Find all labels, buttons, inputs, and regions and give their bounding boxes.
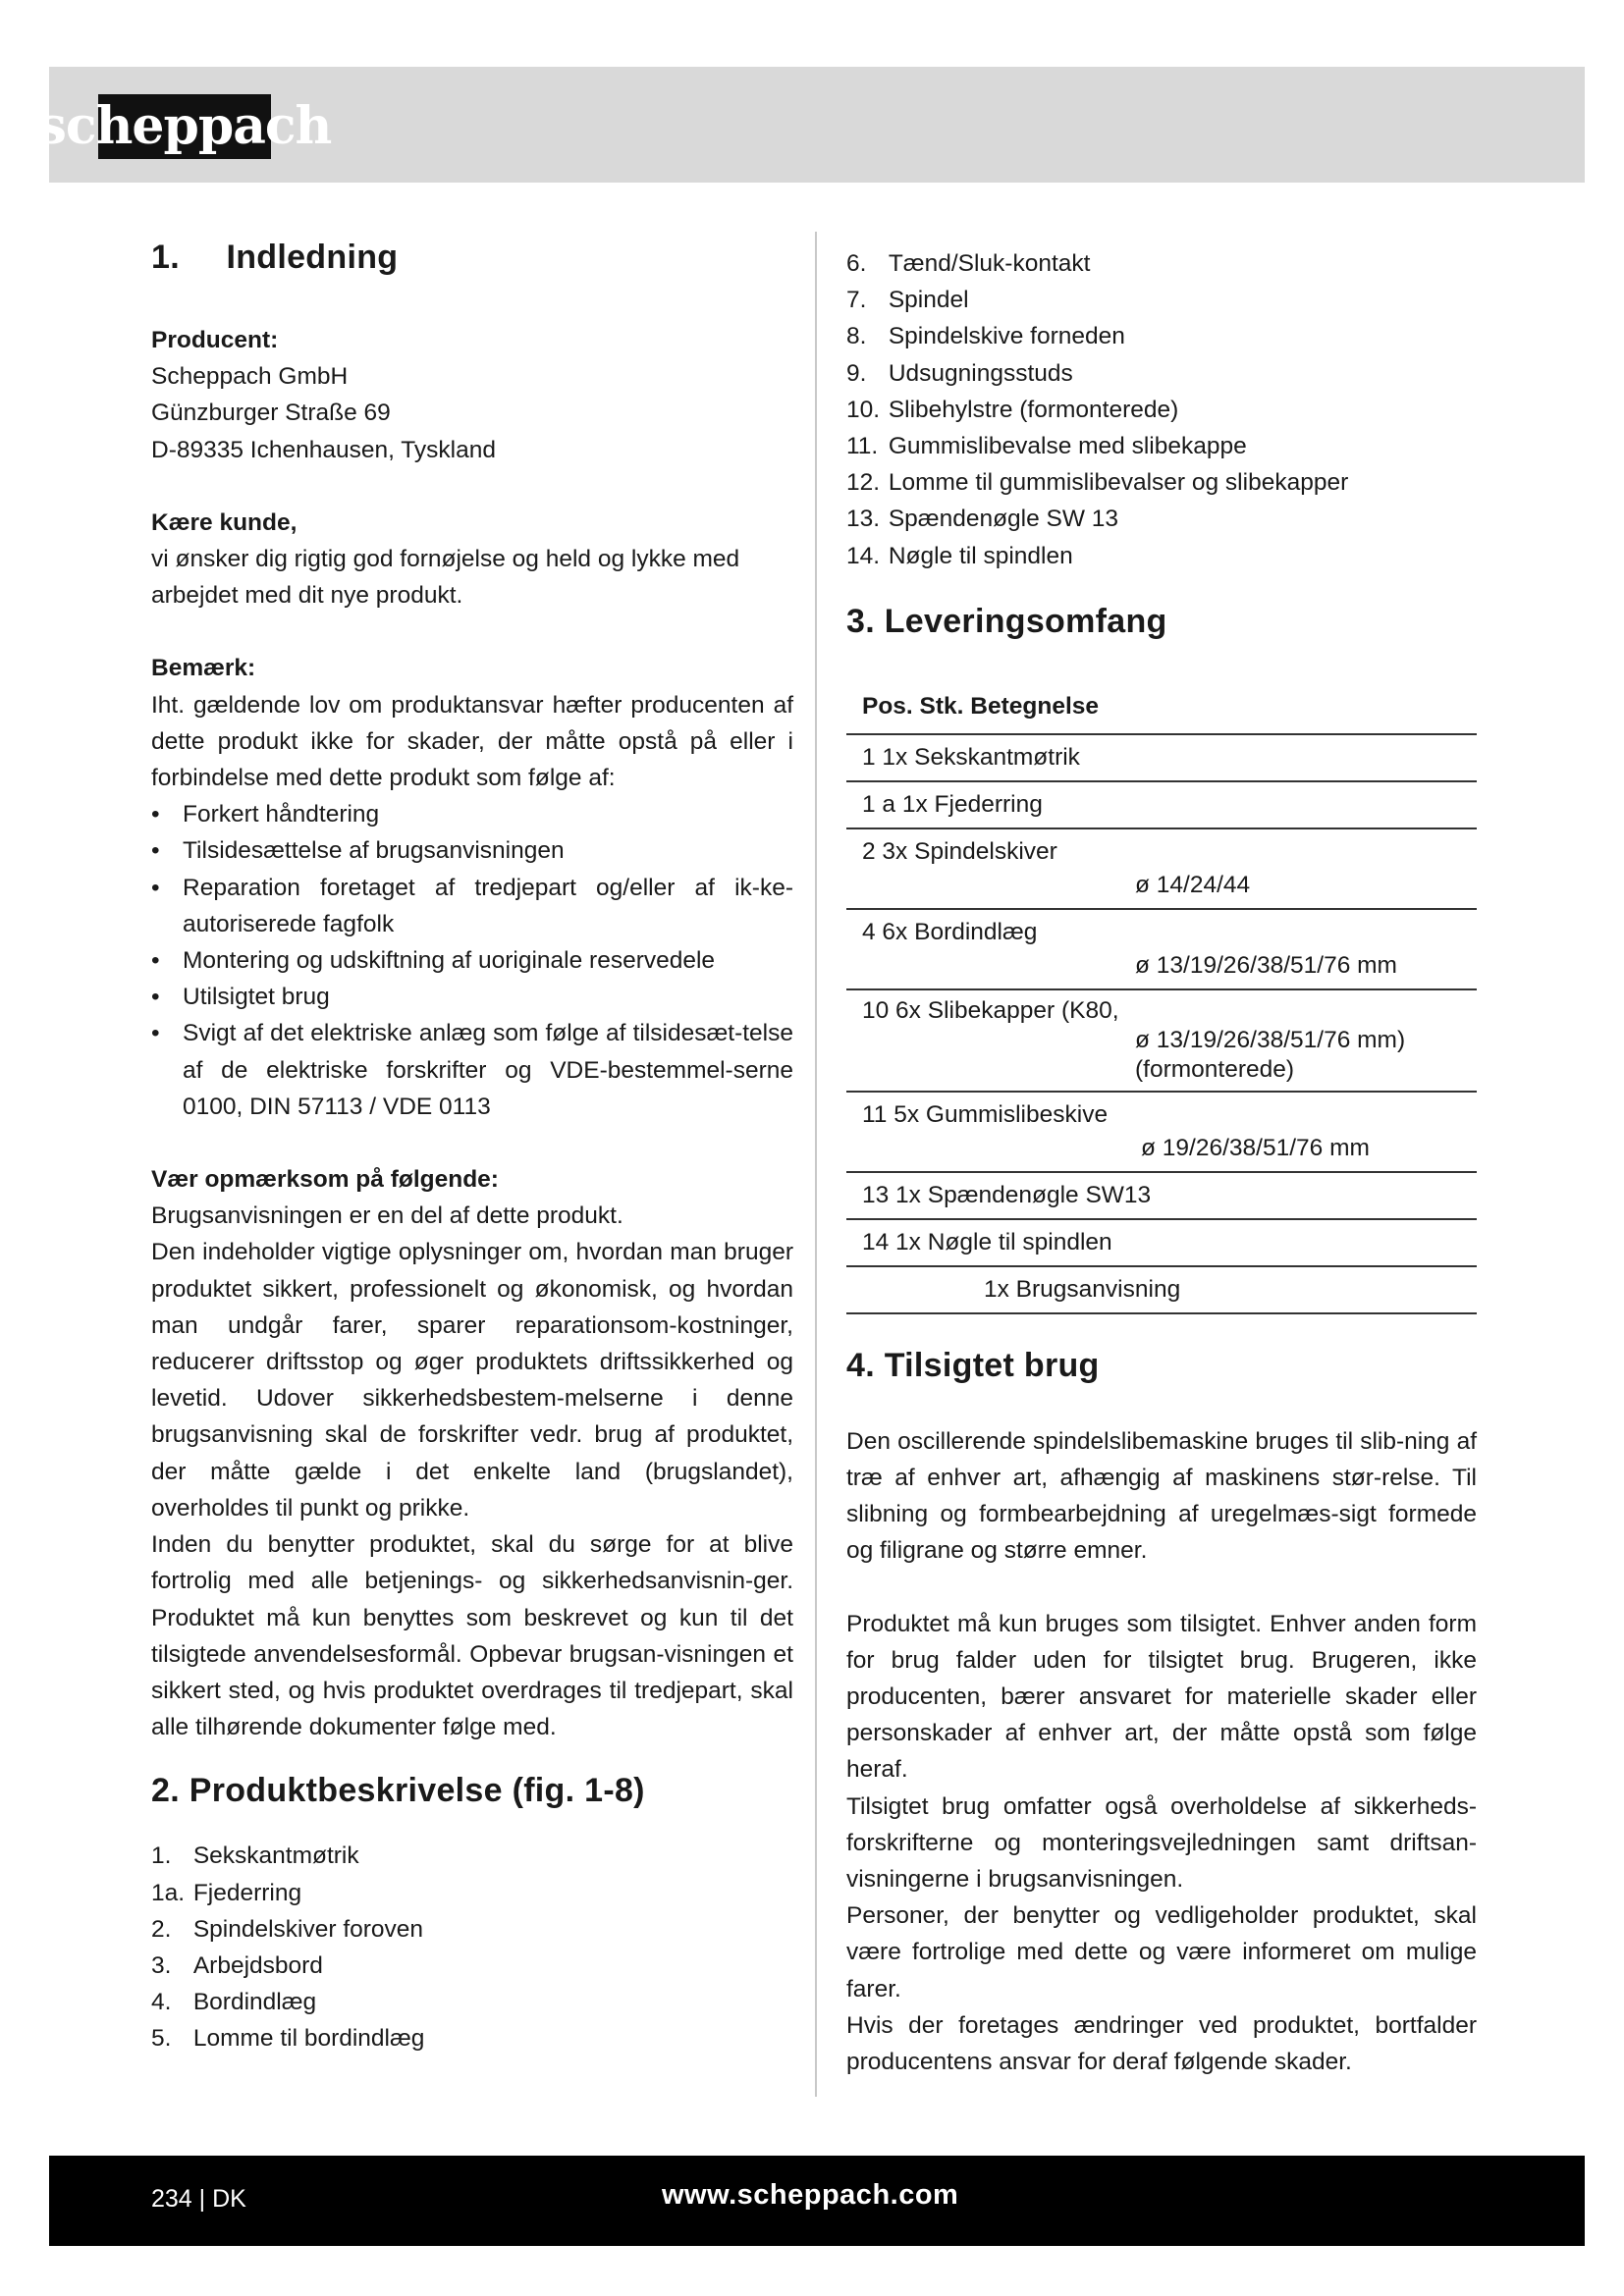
table-cell [846, 1172, 1477, 1219]
item-number: 13. [846, 506, 881, 533]
item-number: 14. [846, 542, 881, 569]
intended-use-paragraph: Hvis der foretages ændringer ved produktet, bortfalder producentens ansvar for deraf følgende skader. [846, 2011, 1477, 2076]
list-item [151, 1911, 793, 1948]
item-number: 7. [846, 287, 867, 314]
item-number: 10. [846, 396, 881, 423]
item-label: Spændenøgle SW 13 [888, 506, 1119, 533]
list-item [151, 1838, 793, 1874]
note-text: Iht. gældende lov om produktansvar hæfter producenten af dette produkt ikke for skader, der måtte opstå på eller i forbindelse med dette produkt som følge af: [151, 691, 793, 792]
section-4-number: 4. [846, 1346, 875, 1384]
table-header: Pos. Stk. Betegnelse [846, 676, 1477, 734]
page-header [37, 67, 1585, 183]
section-2-title-text: Produktbeskrivelse (fig. 1-8) [189, 1772, 645, 1810]
row-dimension: ø 14/24/44 [1135, 871, 1251, 898]
table-row [846, 828, 1477, 909]
producer-line: Günzburger Straße 69 [151, 400, 391, 427]
note-label: Bemærk: [151, 655, 256, 682]
item-number: 4. [151, 1989, 172, 2016]
section-2-title [151, 1769, 793, 1812]
item-label: Lomme til bordindlæg [192, 2025, 425, 2053]
section-1-title-text: Indledning [226, 239, 399, 276]
table-cell [846, 781, 1477, 828]
table-cell [846, 909, 1477, 989]
left-column [151, 228, 793, 2057]
row-dimension: ø 13/19/26/38/51/76 mm) [1135, 1026, 1406, 1053]
table-cell [846, 734, 1477, 781]
list-item: • Svigt af det elektriske anlæg som følge af tilsidesæt-telse af de elektriske forskrifter og VDE-bestemmel-serne 0100, DIN 57113 / VDE 0113 [151, 1015, 793, 1125]
item-label: Udsugningsstuds [888, 359, 1073, 387]
list-item: • Reparation foretaget af tredjepart og/eller af ik-ke-autoriserede fagfolk [151, 870, 793, 942]
website-link[interactable]: www.scheppach.com [662, 2179, 959, 2211]
scheppach-logo: scheppach [98, 94, 271, 159]
dear-customer-label: Kære kunde, [151, 508, 298, 536]
item-number: 8. [846, 323, 867, 350]
list-item [846, 464, 1477, 501]
list-item [846, 318, 1477, 354]
row-text: 1 1x Sekskantmøtrik [862, 743, 1080, 771]
list-item [846, 538, 1477, 574]
table-cell [846, 1092, 1477, 1172]
section-3-title-text: Leveringsomfang [884, 602, 1167, 640]
list-item [846, 355, 1477, 392]
delivery-table [846, 676, 1477, 1314]
row-text: 4 6x Bordindlæg [862, 918, 1038, 945]
section-3-number: 3. [846, 602, 875, 640]
attention-text: Den indeholder vigtige oplysninger om, hvordan man bruger produktet sikkert, professionelt og økonomisk, og hvordan man undgår farer, sparer reparationsom-kostninger, reducerer driftsstop og øger produktets driftssikkerhed og levetid. Udover sikkerhedsbestem-melserne i denne brugsanvisning skal de forskrifter vedr. brug af produktet, der måtte gælde i det enkelte land (brugslandet), overholdes til punkt og prikke. [151, 1239, 793, 1522]
item-number: 1a. [151, 1879, 186, 1906]
product-parts-list-continued [846, 245, 1477, 574]
list-item: • Tilsidesættelse af brugsanvisningen [151, 832, 793, 869]
item-label: Spindelskiver foroven [192, 1915, 424, 1943]
intended-use-paragraph: Produktet må kun bruges som tilsigtet. Enhver anden form for brug falder uden for tilsigtet brug. Brugeren, ikke producenten, bærer ansvaret for materielle skader eller personskader af enhver art, der måtte opstå som følge heraf. [846, 1610, 1477, 1784]
section-3-title [846, 600, 1477, 643]
row-dimension: ø 13/19/26/38/51/76 mm [1135, 951, 1397, 979]
table-row [846, 1092, 1477, 1172]
intended-use-paragraph: Tilsigtet brug omfatter også overholdelse af sikkerheds-forskrifterne og monteringsvejledningen samt driftsan-visningerne i brugsanvisningen. [846, 1792, 1477, 1894]
table-row [846, 1219, 1477, 1266]
list-item [151, 1875, 793, 1911]
row-dimension: ø 19/26/38/51/76 mm [1141, 1134, 1370, 1161]
row-text: 14 1x Nøgle til spindlen [862, 1228, 1112, 1255]
item-label: Gummislibevalse med slibekappe [888, 433, 1247, 460]
item-label: Nøgle til spindlen [888, 542, 1073, 569]
item-label: Slibehylstre (formonterede) [888, 396, 1179, 423]
item-number: 1. [151, 1842, 172, 1870]
row-text: 13 1x Spændenøgle SW13 [862, 1181, 1152, 1208]
table-row [846, 909, 1477, 989]
list-item [846, 392, 1477, 428]
page-number: 234 | DK [151, 2185, 246, 2213]
producer-line: D-89335 Ichenhausen, Tyskland [151, 436, 496, 463]
list-item [846, 245, 1477, 282]
section-4-title-text: Tilsigtet brug [884, 1346, 1100, 1384]
producer-line: Scheppach GmbH [151, 363, 349, 391]
item-number: 11. [846, 433, 879, 460]
column-divider [815, 232, 817, 2097]
item-label: Fjederring [192, 1879, 302, 1906]
item-label: Lomme til gummislibevalser og slibekapper [888, 469, 1349, 497]
item-label: Spindelskive forneden [888, 323, 1125, 350]
item-label: Spindel [888, 287, 969, 314]
list-item [151, 2020, 793, 2056]
list-item: • Montering og udskiftning af uoriginale reservedele [151, 942, 793, 979]
table-row [846, 1266, 1477, 1313]
list-item [846, 282, 1477, 318]
table-cell [846, 989, 1477, 1092]
item-label: Arbejdsbord [192, 1951, 323, 1979]
table-cell [846, 1266, 1477, 1313]
page-footer [49, 2156, 1585, 2246]
list-item [151, 1948, 793, 1984]
list-item [846, 428, 1477, 464]
row-text: 1 a 1x Fjederring [862, 790, 1043, 818]
intended-use-paragraph: Personer, der benytter og vedligeholder produktet, skal være fortrolige med dette og være informeret om mulige farer. [846, 1902, 1477, 2002]
table-row [846, 781, 1477, 828]
item-number: 2. [151, 1915, 172, 1943]
table-header-row [846, 676, 1477, 734]
item-label: Tænd/Sluk-kontakt [888, 250, 1091, 277]
product-parts-list [151, 1838, 793, 2056]
section-2-number: 2. [151, 1772, 180, 1810]
table-cell [846, 828, 1477, 909]
attention-label: Vær opmærksom på følgende: [151, 1166, 499, 1194]
item-number: 3. [151, 1951, 172, 1979]
list-item [846, 501, 1477, 537]
producer-label: Producent: [151, 327, 279, 353]
section-1-number: 1. [151, 239, 180, 276]
item-label: Bordindlæg [192, 1989, 317, 2016]
row-text: 11 5x Gummislibeskive [862, 1100, 1109, 1128]
table-row [846, 1172, 1477, 1219]
intended-use-paragraph: Den oscillerende spindelslibemaskine bruges til slib-ning af træ af enhver art, afhængig af maskinens stør-relse. Til slibning og formbearbejdning af uregelmæs-sigt formede og filigrane og større emner. [846, 1427, 1477, 1565]
right-column [846, 245, 1477, 2080]
attention-text: Inden du benytter produktet, skal du sørge for at blive fortrolig med alle betjenings- og sikkerhedsanvisnin-ger. Produktet må kun benyttes som beskrevet og kun til det tilsigtede anvendelsesformål. Opbevar brugsan-visningen et sikkert sted, og hvis produktet overdrages til tredjepart, skal alle tilhørende dokumenter følge med. [151, 1531, 793, 1741]
attention-text: Brugsanvisningen er en del af dette produkt. [151, 1202, 623, 1230]
item-number: 12. [846, 469, 881, 497]
table-row [846, 734, 1477, 781]
table-row [846, 989, 1477, 1092]
section-4-title [846, 1344, 1477, 1387]
list-item [151, 1984, 793, 2020]
liability-bullet-list [151, 796, 793, 1125]
section-1-title [151, 236, 793, 279]
item-number: 9. [846, 359, 867, 387]
item-label: Sekskantmøtrik [192, 1842, 359, 1870]
item-number: 5. [151, 2025, 172, 2053]
row-text: 1x Brugsanvisning [984, 1275, 1181, 1303]
table-cell [846, 1219, 1477, 1266]
list-item: • Utilsigtet brug [151, 979, 793, 1015]
row-text: 2 3x Spindelskiver [862, 837, 1057, 865]
row-text: 10 6x Slibekapper (K80, [862, 996, 1119, 1024]
list-item: • Forkert håndtering [151, 796, 793, 832]
row-dimension-note: (formonterede) [1135, 1055, 1295, 1083]
item-number: 6. [846, 250, 867, 277]
dear-customer-text: vi ønsker dig rigtig god fornøjelse og held og lykke med arbejdet med dit nye produkt. [151, 546, 740, 610]
